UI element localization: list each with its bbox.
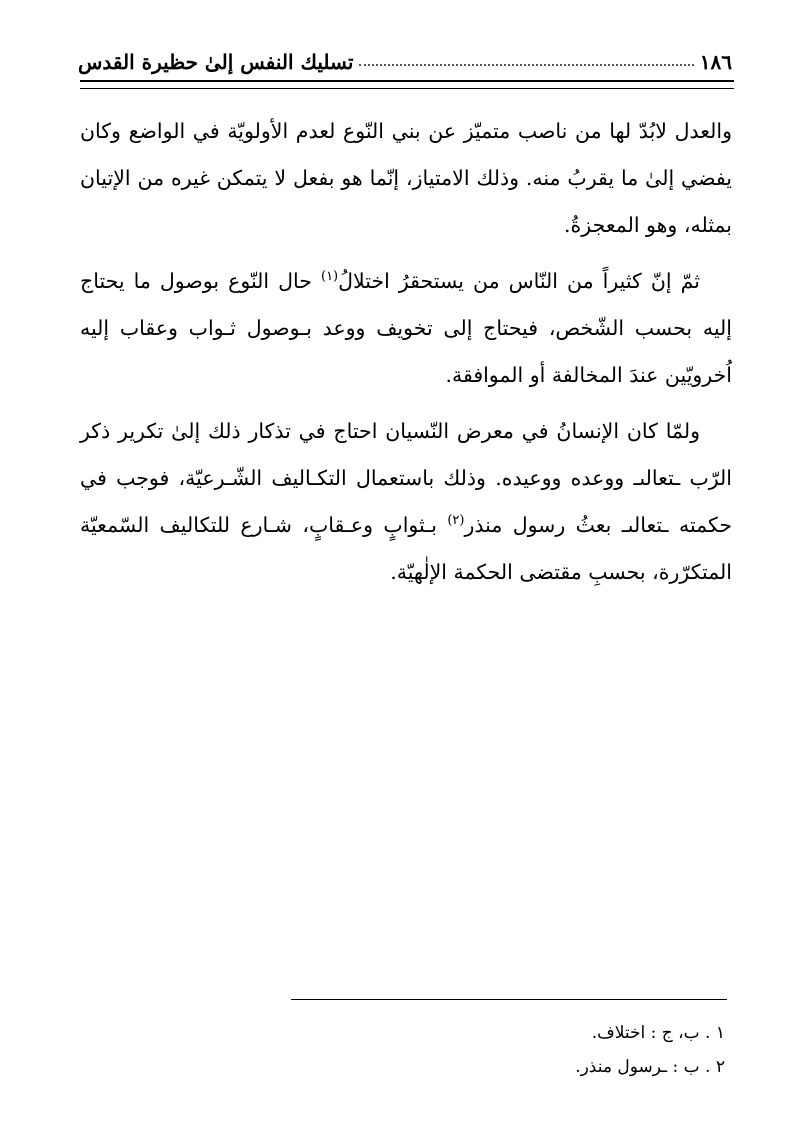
body-text <box>80 108 732 605</box>
running-title: تسليك النفس إلىٰ حظيرة القدس <box>78 50 354 74</box>
footnote-1: ١ . ب، ج : اختلاف. <box>591 1023 725 1043</box>
paragraph-2 <box>80 258 732 399</box>
paragraph-2-text-before: ثمّ إنّ كثيراً من النّاس من يستحقرُ اختلالُ <box>338 269 700 293</box>
footnote-2: ٢ . ب : ـرسول منذر. <box>575 1057 725 1077</box>
paragraph-1-text: والعدل لابُدّ لها من ناصب متميّز عن بني النّوع لعدم الأولويّة في الواضع وكان يفضي إلىٰ ما يقربُ منه. وذلك الامتياز، إنّما هو بفعل لا يتمكن غيره من الإتيان بمثله، وهو المعجزةُ. <box>80 119 732 237</box>
running-head <box>78 34 732 74</box>
paragraph-3-text-after: بـثوابٍ وعـقابٍ، شـارع للتكاليف السّمعيّة المتكرّرة، بحسبِ مقتضى الحكمة الإلٰهيّة. <box>80 513 732 584</box>
page-number: ١٨٦ <box>699 50 732 74</box>
footnote-separator <box>291 999 727 1000</box>
footnotes <box>380 1016 725 1084</box>
leader-dots <box>359 63 693 66</box>
paragraph-3-text-before: ولمّا كان الإنسانُ في معرض النّسيان احتاج في تذكار ذلك إلىٰ تكرير ذكر الرّب ـتعالىـ ووعده ووعيده. وذلك باستعمال التكـاليف الشّـرعيّة، فوجب في حكمته ـتعالىـ بعثُ رسول منذر <box>80 419 732 537</box>
paragraph-3 <box>80 408 732 596</box>
footnote-ref-2[interactable]: (٢) <box>447 513 465 529</box>
footnote-ref-1[interactable]: (١) <box>320 269 339 285</box>
paragraph-1 <box>80 108 732 249</box>
header-rule-thin <box>80 88 734 89</box>
header-rule-thick <box>80 80 734 82</box>
paragraph-2-text-after: حال النّوع بوصول ما يحتاج إليه بحسب الشّخص، فيحتاج إلى تخويف ووعد بـوصول ثـواب وعقاب إليه اُخرويّين عندَ المخالفة أو الموافقة. <box>80 269 732 387</box>
